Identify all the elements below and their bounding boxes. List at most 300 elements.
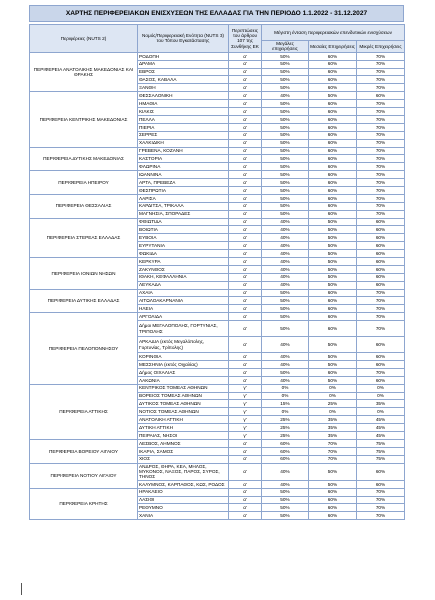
article-cell: α' <box>229 321 262 337</box>
large-intensity-cell: 50% <box>262 321 309 337</box>
table-row <box>30 194 405 202</box>
table-row <box>30 313 405 321</box>
article-cell: α' <box>229 147 262 155</box>
medium-intensity-cell: 50% <box>309 257 357 265</box>
margin-mark <box>21 583 22 595</box>
article-cell: α' <box>229 496 262 504</box>
small-intensity-cell: 70% <box>357 496 405 504</box>
small-intensity-cell: 60% <box>357 281 405 289</box>
small-intensity-cell: 70% <box>357 171 405 179</box>
unit-cell: ΔΥΤΙΚΟΣ ΤΟΜΕΑΣ ΑΘΗΝΩΝ <box>138 400 229 408</box>
medium-intensity-cell: 60% <box>309 131 357 139</box>
medium-intensity-cell: 35% <box>309 424 357 432</box>
unit-cell: ΘΕΣΠΡΩΤΙΑ <box>138 186 229 194</box>
article-cell: α' <box>229 439 262 447</box>
small-intensity-cell: 70% <box>357 100 405 108</box>
medium-intensity-cell: 60% <box>309 100 357 108</box>
article-cell: α' <box>229 305 262 313</box>
article-cell: α' <box>229 455 262 463</box>
article-cell: α' <box>229 218 262 226</box>
unit-cell: ΚΑΡΔΙΤΣΑ, ΤΡΙΚΑΛΑ <box>138 202 229 210</box>
unit-cell: ΦΩΚΙΔΑ <box>138 250 229 258</box>
large-intensity-cell: 50% <box>262 84 309 92</box>
article-cell: γ' <box>229 392 262 400</box>
medium-intensity-cell: 50% <box>309 463 357 480</box>
medium-intensity-cell: 60% <box>309 186 357 194</box>
medium-intensity-cell: 50% <box>309 234 357 242</box>
article-cell: γ' <box>229 416 262 424</box>
large-intensity-cell: 25% <box>262 432 309 440</box>
header-article: Περιπτώσεις του άρθρου 107 της Συνθήκης ΕΚ <box>229 25 262 53</box>
medium-intensity-cell: 60% <box>309 155 357 163</box>
large-intensity-cell: 50% <box>262 496 309 504</box>
medium-intensity-cell: 60% <box>309 76 357 84</box>
small-intensity-cell: 60% <box>357 353 405 361</box>
unit-cell: ΧΑΛΚΙΔΙΚΗ <box>138 139 229 147</box>
unit-cell: ΠΕΙΡΑΙΑΣ, ΝΗΣΟΙ <box>138 432 229 440</box>
article-cell: α' <box>229 108 262 116</box>
large-intensity-cell: 50% <box>262 305 309 313</box>
medium-intensity-cell: 0% <box>309 408 357 416</box>
medium-intensity-cell: 60% <box>309 52 357 60</box>
small-intensity-cell: 45% <box>357 416 405 424</box>
region-cell: ΠΕΡΙΦΕΡΕΙΑ ΔΥΤΙΚΗΣ ΕΛΛΑΔΑΣ <box>30 289 138 313</box>
medium-intensity-cell: 60% <box>309 297 357 305</box>
article-cell: α' <box>229 297 262 305</box>
article-cell: α' <box>229 123 262 131</box>
region-cell: ΠΕΡΙΦΕΡΕΙΑ ΔΥΤΙΚΗΣ ΜΑΚΕΔΟΝΙΑΣ <box>30 147 138 171</box>
article-cell: α' <box>229 463 262 480</box>
medium-intensity-cell: 70% <box>309 439 357 447</box>
medium-intensity-cell: 60% <box>309 202 357 210</box>
medium-intensity-cell: 50% <box>309 265 357 273</box>
medium-intensity-cell: 0% <box>309 384 357 392</box>
table-row <box>30 52 405 60</box>
article-cell: α' <box>229 155 262 163</box>
large-intensity-cell: 50% <box>262 171 309 179</box>
unit-cell: ΑΧΑΙΑ <box>138 289 229 297</box>
table-row <box>30 463 405 480</box>
medium-intensity-cell: 60% <box>309 289 357 297</box>
table-row <box>30 218 405 226</box>
article-cell: α' <box>229 139 262 147</box>
article-cell: α' <box>229 202 262 210</box>
unit-cell: ΙΘΑΚΗ, ΚΕΦΑΛΛΗΝΙΑ <box>138 273 229 281</box>
article-cell: α' <box>229 68 262 76</box>
large-intensity-cell: 50% <box>262 368 309 376</box>
small-intensity-cell: 60% <box>357 376 405 384</box>
small-intensity-cell: 60% <box>357 273 405 281</box>
medium-intensity-cell: 60% <box>309 115 357 123</box>
large-intensity-cell: 50% <box>262 76 309 84</box>
medium-intensity-cell: 70% <box>309 447 357 455</box>
medium-intensity-cell: 60% <box>309 171 357 179</box>
small-intensity-cell: 45% <box>357 424 405 432</box>
medium-intensity-cell: 50% <box>309 281 357 289</box>
article-cell: α' <box>229 131 262 139</box>
unit-cell: ΘΑΣΟΣ, ΚΑΒΑΛΑ <box>138 76 229 84</box>
unit-cell: ΒΟΡΕΙΟΣ ΤΟΜΕΑΣ ΑΘΗΝΩΝ <box>138 392 229 400</box>
article-cell: α' <box>229 337 262 353</box>
medium-intensity-cell: 50% <box>309 250 357 258</box>
large-intensity-cell: 40% <box>262 242 309 250</box>
small-intensity-cell: 70% <box>357 123 405 131</box>
unit-cell: ΔΡΑΜΑ <box>138 60 229 68</box>
unit-cell: ΚΕΝΤΡΙΚΟΣ ΤΟΜΕΑΣ ΑΘΗΝΩΝ <box>138 384 229 392</box>
large-intensity-cell: 50% <box>262 100 309 108</box>
article-cell: α' <box>229 163 262 171</box>
small-intensity-cell: 70% <box>357 313 405 321</box>
article-cell: α' <box>229 313 262 321</box>
large-intensity-cell: 40% <box>262 353 309 361</box>
medium-intensity-cell: 50% <box>309 92 357 100</box>
medium-intensity-cell: 60% <box>309 488 357 496</box>
medium-intensity-cell: 60% <box>309 84 357 92</box>
small-intensity-cell: 70% <box>357 305 405 313</box>
large-intensity-cell: 50% <box>262 115 309 123</box>
large-intensity-cell: 40% <box>262 463 309 480</box>
unit-cell: ΕΒΡΟΣ <box>138 68 229 76</box>
unit-cell: ΛΑΚΩΝΙΑ <box>138 376 229 384</box>
small-intensity-cell: 45% <box>357 432 405 440</box>
unit-cell: Δήμος ΟΙΧΑΛΙΑΣ <box>138 368 229 376</box>
unit-cell: Δήμοι ΜΕΓΑΛΟΠΟΛΗΣ, ΓΟΡΤΥΝΙΑΣ, ΤΡΙΠΟΛΗΣ <box>138 321 229 337</box>
large-intensity-cell: 50% <box>262 488 309 496</box>
large-intensity-cell: 50% <box>262 289 309 297</box>
small-intensity-cell: 70% <box>357 368 405 376</box>
small-intensity-cell: 75% <box>357 455 405 463</box>
large-intensity-cell: 50% <box>262 194 309 202</box>
small-intensity-cell: 70% <box>357 179 405 187</box>
large-intensity-cell: 40% <box>262 360 309 368</box>
large-intensity-cell: 40% <box>262 250 309 258</box>
medium-intensity-cell: 60% <box>309 368 357 376</box>
article-cell: α' <box>229 76 262 84</box>
medium-intensity-cell: 50% <box>309 480 357 488</box>
unit-cell: ΗΛΕΙΑ <box>138 305 229 313</box>
unit-cell: ΑΝΑΤΟΛΙΚΗ ΑΤΤΙΚΗ <box>138 416 229 424</box>
small-intensity-cell: 0% <box>357 392 405 400</box>
medium-intensity-cell: 60% <box>309 60 357 68</box>
medium-intensity-cell: 50% <box>309 226 357 234</box>
unit-cell: ΗΡΑΚΛΕΙΟ <box>138 488 229 496</box>
medium-intensity-cell: 60% <box>309 108 357 116</box>
small-intensity-cell: 60% <box>357 250 405 258</box>
large-intensity-cell: 0% <box>262 384 309 392</box>
large-intensity-cell: 15% <box>262 400 309 408</box>
small-intensity-cell: 70% <box>357 52 405 60</box>
region-cell: ΠΕΡΙΦΕΡΕΙΑ ΒΟΡΕΙΟΥ ΑΙΓΑΙΟΥ <box>30 439 138 463</box>
large-intensity-cell: 40% <box>262 92 309 100</box>
medium-intensity-cell: 60% <box>309 123 357 131</box>
article-cell: α' <box>229 52 262 60</box>
large-intensity-cell: 50% <box>262 131 309 139</box>
unit-cell: ΦΛΩΡΙΝΑ <box>138 163 229 171</box>
large-intensity-cell: 40% <box>262 337 309 353</box>
medium-intensity-cell: 60% <box>309 147 357 155</box>
medium-intensity-cell: 50% <box>309 273 357 281</box>
article-cell: α' <box>229 281 262 289</box>
large-intensity-cell: 50% <box>262 297 309 305</box>
medium-intensity-cell: 60% <box>309 68 357 76</box>
small-intensity-cell: 75% <box>357 439 405 447</box>
large-intensity-cell: 50% <box>262 139 309 147</box>
article-cell: α' <box>229 186 262 194</box>
small-intensity-cell: 60% <box>357 226 405 234</box>
table-row <box>30 289 405 297</box>
table-row <box>30 92 405 100</box>
medium-intensity-cell: 70% <box>309 455 357 463</box>
header-medium: Μεσαίες Επιχειρήσεις <box>309 41 357 53</box>
large-intensity-cell: 40% <box>262 265 309 273</box>
large-intensity-cell: 50% <box>262 108 309 116</box>
large-intensity-cell: 60% <box>262 455 309 463</box>
unit-cell: ΑΡΓΟΛΙΔΑ <box>138 313 229 321</box>
region-cell: ΠΕΡΙΦΕΡΕΙΑ ΑΝΑΤΟΛΙΚΗΣ ΜΑΚΕΔΟΝΙΑΣ ΚΑΙ ΘΡΑΚΗΣ <box>30 52 138 91</box>
large-intensity-cell: 50% <box>262 210 309 218</box>
medium-intensity-cell: 60% <box>309 179 357 187</box>
large-intensity-cell: 50% <box>262 163 309 171</box>
unit-cell: ΚΕΡΚΥΡΑ <box>138 257 229 265</box>
regional-aid-table <box>29 24 405 520</box>
unit-cell: ΝΟΤΙΟΣ ΤΟΜΕΑΣ ΑΘΗΝΩΝ <box>138 408 229 416</box>
region-cell: ΠΕΡΙΦΕΡΕΙΑ ΚΡΗΤΗΣ <box>30 488 138 520</box>
unit-cell: ΑΝΔΡΟΣ, ΘΗΡΑ, ΚΕΑ, ΜΗΛΟΣ, ΜΥΚΟΝΟΣ, ΝΑΞΟΣ, ΠΑΡΟΣ, ΣΥΡΟΣ, ΤΗΝΟΣ <box>138 463 229 480</box>
medium-intensity-cell: 60% <box>309 512 357 520</box>
small-intensity-cell: 60% <box>357 463 405 480</box>
article-cell: α' <box>229 171 262 179</box>
small-intensity-cell: 70% <box>357 68 405 76</box>
large-intensity-cell: 40% <box>262 273 309 281</box>
article-cell: α' <box>229 210 262 218</box>
large-intensity-cell: 40% <box>262 226 309 234</box>
unit-cell: ΧΙΟΣ <box>138 455 229 463</box>
small-intensity-cell: 0% <box>357 384 405 392</box>
region-cell: ΠΕΡΙΦΕΡΕΙΑ ΠΕΛΟΠΟΝΝΗΣΟΥ <box>30 313 138 384</box>
article-cell: α' <box>229 60 262 68</box>
region-cell: ΠΕΡΙΦΕΡΕΙΑ ΗΠΕΙΡΟΥ <box>30 171 138 195</box>
unit-cell: ΠΕΛΛΑ <box>138 115 229 123</box>
medium-intensity-cell: 50% <box>309 218 357 226</box>
small-intensity-cell: 60% <box>357 360 405 368</box>
large-intensity-cell: 40% <box>262 480 309 488</box>
unit-cell: ΙΩΑΝΝΙΝΑ <box>138 171 229 179</box>
article-cell: α' <box>229 234 262 242</box>
article-cell: α' <box>229 360 262 368</box>
medium-intensity-cell: 50% <box>309 242 357 250</box>
large-intensity-cell: 50% <box>262 147 309 155</box>
small-intensity-cell: 70% <box>357 115 405 123</box>
region-cell: ΠΕΡΙΦΕΡΕΙΑ ΝΟΤΙΟΥ ΑΙΓΑΙΟΥ <box>30 463 138 488</box>
large-intensity-cell: 40% <box>262 257 309 265</box>
unit-cell: ΗΜΑΘΙΑ <box>138 100 229 108</box>
large-intensity-cell: 0% <box>262 408 309 416</box>
article-cell: α' <box>229 92 262 100</box>
article-cell: α' <box>229 480 262 488</box>
header-nuts3: Νομός/Περιφερειακή Ενότητα (NUTS 3) του Τόπου Εγκατάστασης <box>138 25 229 53</box>
large-intensity-cell: 40% <box>262 234 309 242</box>
region-cell: ΠΕΡΙΦΕΡΕΙΑ ΣΤΕΡΕΑΣ ΕΛΛΑΔΑΣ <box>30 218 138 257</box>
medium-intensity-cell: 0% <box>309 392 357 400</box>
unit-cell: ΓΡΕΒΕΝΑ, ΚΟΖΑΝΗ <box>138 147 229 155</box>
article-cell: α' <box>229 368 262 376</box>
unit-cell: ΖΑΚΥΝΘΟΣ <box>138 265 229 273</box>
small-intensity-cell: 60% <box>357 92 405 100</box>
small-intensity-cell: 60% <box>357 337 405 353</box>
medium-intensity-cell: 60% <box>309 305 357 313</box>
unit-cell: ΚΑΣΤΟΡΙΑ <box>138 155 229 163</box>
article-cell: α' <box>229 179 262 187</box>
small-intensity-cell: 70% <box>357 297 405 305</box>
unit-cell: ΚΑΛΥΜΝΟΣ, ΚΑΡΠΑΘΟΣ, ΚΩΣ, ΡΟΔΟΣ <box>138 480 229 488</box>
unit-cell: ΑΙΤΩΛΟΑΚΑΡΝΑΝΙΑ <box>138 297 229 305</box>
unit-cell: ΑΡΤΑ, ΠΡΕΒΕΖΑ <box>138 179 229 187</box>
small-intensity-cell: 70% <box>357 210 405 218</box>
article-cell: α' <box>229 273 262 281</box>
table-row <box>30 257 405 265</box>
article-cell: α' <box>229 376 262 384</box>
article-cell: γ' <box>229 384 262 392</box>
article-cell: α' <box>229 115 262 123</box>
large-intensity-cell: 40% <box>262 218 309 226</box>
large-intensity-cell: 60% <box>262 447 309 455</box>
unit-cell: ΕΥΒΟΙΑ <box>138 234 229 242</box>
unit-cell: ΔΥΤΙΚΗ ΑΤΤΙΚΗ <box>138 424 229 432</box>
medium-intensity-cell: 60% <box>309 321 357 337</box>
unit-cell: ΛΕΣΒΟΣ, ΛΗΜΝΟΣ <box>138 439 229 447</box>
article-cell: α' <box>229 242 262 250</box>
small-intensity-cell: 70% <box>357 512 405 520</box>
medium-intensity-cell: 35% <box>309 416 357 424</box>
article-cell: α' <box>229 84 262 92</box>
document-title: ΧΑΡΤΗΣ ΠΕΡΙΦΕΡΕΙΑΚΩΝ ΕΝΙΣΧΥΣΕΩΝ ΤΗΣ ΕΛΛΑΔΑΣ ΓΙΑ ΤΗΝ ΠΕΡΙΟΔΟ 1.1.2022 - 31.12.2027 <box>29 5 404 22</box>
small-intensity-cell: 60% <box>357 257 405 265</box>
article-cell: α' <box>229 250 262 258</box>
small-intensity-cell: 0% <box>357 408 405 416</box>
unit-cell: ΑΡΚΑΔΙΑ (εκτός Μεγαλόπολης, Γορτυνίας, Τρίπολης) <box>138 337 229 353</box>
article-cell: γ' <box>229 400 262 408</box>
small-intensity-cell: 70% <box>357 76 405 84</box>
medium-intensity-cell: 60% <box>309 504 357 512</box>
unit-cell: ΙΚΑΡΙΑ, ΣΑΜΟΣ <box>138 447 229 455</box>
article-cell: α' <box>229 226 262 234</box>
unit-cell: ΜΕΣΣΗΝΙΑ (εκτός Οιχαλίας) <box>138 360 229 368</box>
small-intensity-cell: 70% <box>357 147 405 155</box>
small-intensity-cell: 70% <box>357 488 405 496</box>
large-intensity-cell: 40% <box>262 376 309 384</box>
medium-intensity-cell: 60% <box>309 496 357 504</box>
table-row <box>30 147 405 155</box>
small-intensity-cell: 75% <box>357 447 405 455</box>
medium-intensity-cell: 60% <box>309 194 357 202</box>
unit-cell: ΣΕΡΡΕΣ <box>138 131 229 139</box>
medium-intensity-cell: 50% <box>309 353 357 361</box>
unit-cell: ΘΕΣΣΑΛΟΝΙΚΗ <box>138 92 229 100</box>
large-intensity-cell: 60% <box>262 439 309 447</box>
large-intensity-cell: 50% <box>262 504 309 512</box>
small-intensity-cell: 70% <box>357 108 405 116</box>
medium-intensity-cell: 25% <box>309 400 357 408</box>
unit-cell: ΧΑΝΙΑ <box>138 512 229 520</box>
article-cell: α' <box>229 100 262 108</box>
small-intensity-cell: 70% <box>357 186 405 194</box>
large-intensity-cell: 50% <box>262 202 309 210</box>
small-intensity-cell: 60% <box>357 242 405 250</box>
medium-intensity-cell: 60% <box>309 163 357 171</box>
header-large: Μεγάλες επιχειρήσεις <box>262 41 309 53</box>
small-intensity-cell: 60% <box>357 265 405 273</box>
medium-intensity-cell: 60% <box>309 210 357 218</box>
unit-cell: ΛΕΥΚΑΔΑ <box>138 281 229 289</box>
article-cell: α' <box>229 488 262 496</box>
article-cell: γ' <box>229 408 262 416</box>
article-cell: γ' <box>229 424 262 432</box>
small-intensity-cell: 70% <box>357 194 405 202</box>
unit-cell: ΜΑΓΝΗΣΙΑ, ΣΠΟΡΑΔΕΣ <box>138 210 229 218</box>
large-intensity-cell: 25% <box>262 416 309 424</box>
unit-cell: ΒΟΙΩΤΙΑ <box>138 226 229 234</box>
medium-intensity-cell: 35% <box>309 432 357 440</box>
small-intensity-cell: 70% <box>357 289 405 297</box>
large-intensity-cell: 50% <box>262 68 309 76</box>
medium-intensity-cell: 50% <box>309 337 357 353</box>
unit-cell: ΡΕΘΥΜΝΟ <box>138 504 229 512</box>
region-cell: ΠΕΡΙΦΕΡΕΙΑ ΘΕΣΣΑΛΙΑΣ <box>30 194 138 218</box>
article-cell: γ' <box>229 432 262 440</box>
table-row <box>30 488 405 496</box>
large-intensity-cell: 50% <box>262 313 309 321</box>
small-intensity-cell: 70% <box>357 131 405 139</box>
region-cell: ΠΕΡΙΦΕΡΕΙΑ ΑΤΤΙΚΗΣ <box>30 384 138 439</box>
region-cell: ΠΕΡΙΦΕΡΕΙΑ ΚΕΝΤΡΙΚΗΣ ΜΑΚΕΔΟΝΙΑΣ <box>30 92 138 147</box>
small-intensity-cell: 70% <box>357 139 405 147</box>
table-body <box>30 52 405 519</box>
medium-intensity-cell: 60% <box>309 139 357 147</box>
unit-cell: ΚΙΛΚΙΣ <box>138 108 229 116</box>
table-row <box>30 439 405 447</box>
article-cell: α' <box>229 512 262 520</box>
article-cell: α' <box>229 289 262 297</box>
unit-cell: ΡΟΔΟΠΗ <box>138 52 229 60</box>
article-cell: α' <box>229 257 262 265</box>
small-intensity-cell: 70% <box>357 155 405 163</box>
unit-cell: ΞΑΝΘΗ <box>138 84 229 92</box>
unit-cell: ΠΙΕΡΙΑ <box>138 123 229 131</box>
large-intensity-cell: 50% <box>262 512 309 520</box>
medium-intensity-cell: 50% <box>309 376 357 384</box>
header-small: Μικρές Επιχειρήσεις <box>357 41 405 53</box>
unit-cell: ΛΑΣΙΘΙ <box>138 496 229 504</box>
large-intensity-cell: 25% <box>262 424 309 432</box>
region-cell: ΠΕΡΙΦΕΡΕΙΑ ΙΟΝΙΩΝ ΝΗΣΩΝ <box>30 257 138 289</box>
large-intensity-cell: 50% <box>262 52 309 60</box>
large-intensity-cell: 40% <box>262 281 309 289</box>
large-intensity-cell: 50% <box>262 155 309 163</box>
header-intensity: Μέγιστη ένταση περιφερειακών επενδυτικών ενισχύσεων <box>262 25 405 41</box>
unit-cell: ΛΑΡΙΣΑ <box>138 194 229 202</box>
small-intensity-cell: 70% <box>357 84 405 92</box>
small-intensity-cell: 70% <box>357 321 405 337</box>
article-cell: α' <box>229 447 262 455</box>
large-intensity-cell: 50% <box>262 60 309 68</box>
unit-cell: ΦΘΙΩΤΙΔΑ <box>138 218 229 226</box>
large-intensity-cell: 0% <box>262 392 309 400</box>
article-cell: α' <box>229 353 262 361</box>
small-intensity-cell: 70% <box>357 163 405 171</box>
small-intensity-cell: 60% <box>357 218 405 226</box>
medium-intensity-cell: 60% <box>309 313 357 321</box>
large-intensity-cell: 50% <box>262 179 309 187</box>
